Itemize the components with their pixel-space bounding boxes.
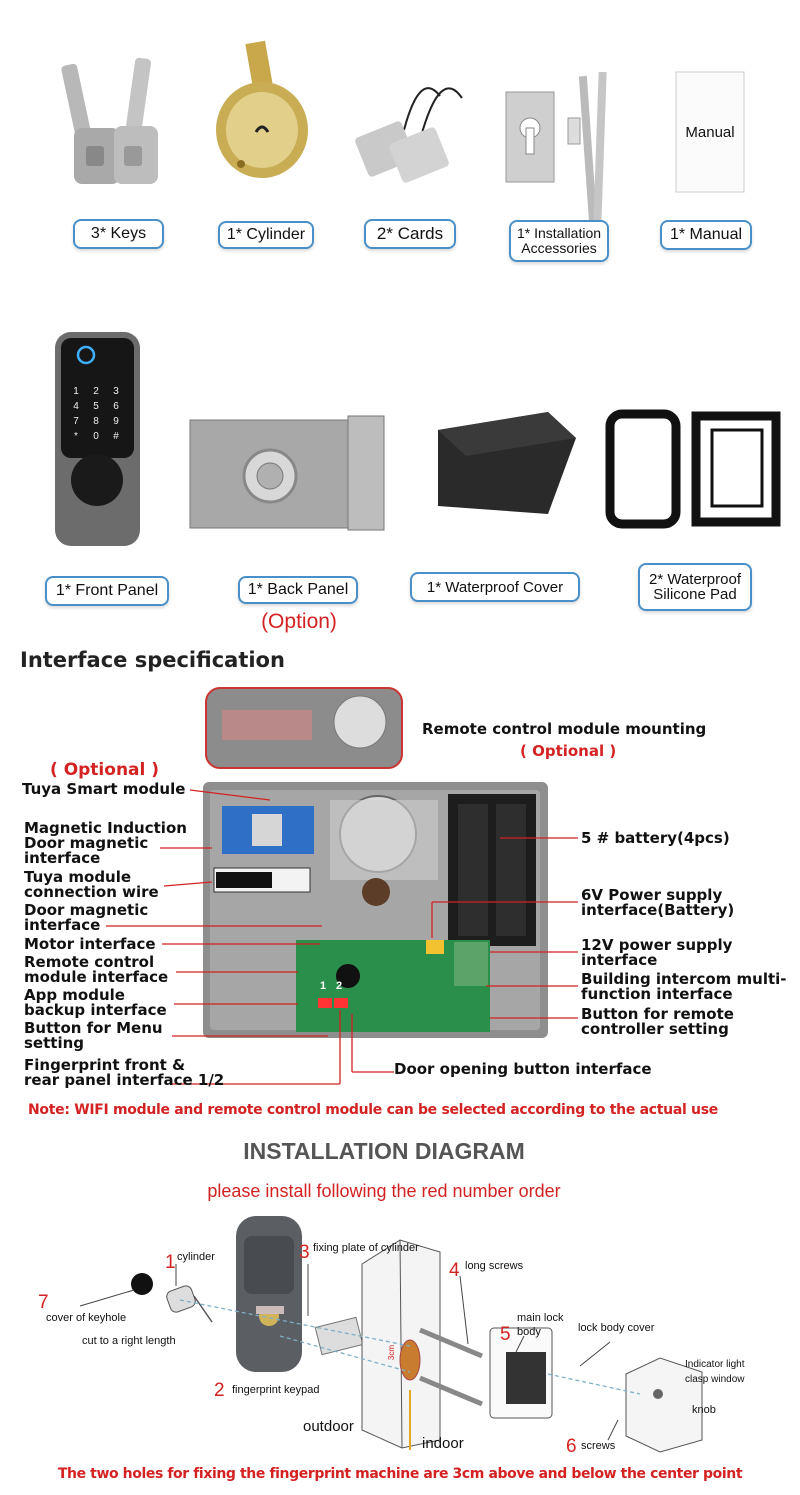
label-installation-accessories: 1* Installation Accessories (509, 220, 609, 262)
spec-tuya-module: Tuya Smart module (22, 780, 186, 798)
spec-motor-interface: Motor interface (24, 935, 156, 953)
keypad-key: 0 (93, 431, 99, 442)
back-panel-option: (Option) (261, 610, 337, 633)
spec-tuya-wire: Tuya module connection wire (24, 868, 159, 901)
installation-footer: The two holes for fixing the fingerprint machine are 3cm above and below the center point (57, 1466, 743, 1482)
spec-door-magnetic: Door magnetic interface (24, 901, 149, 934)
step-1-text: cylinder (177, 1251, 215, 1263)
dimension-text: 3cm (387, 1344, 397, 1361)
indicator-text: Indicator light clasp window (685, 1359, 745, 1385)
step-5-text: main lock body (517, 1312, 564, 1338)
lock-body-cover-text: lock body cover (578, 1322, 655, 1334)
board-num-2: 2 (336, 980, 343, 992)
spec-remote-button: Button for remote controller setting (581, 1005, 734, 1038)
manual-sheet-text: Manual (685, 124, 735, 141)
board-num-1: 1 (320, 980, 327, 992)
remote-optional: ( Optional ) (520, 742, 617, 760)
knob-text: knob (692, 1404, 716, 1416)
step-4-text: long screws (465, 1260, 524, 1272)
label-front-panel: 1* Front Panel (45, 576, 169, 606)
keypad-key: 5 (93, 401, 99, 412)
label-silicone-pad: 2* Waterproof Silicone Pad (638, 563, 752, 611)
keypad-key: 2 (93, 386, 99, 397)
label-waterproof-cover: 1* Waterproof Cover (410, 572, 580, 602)
installation-title: INSTALLATION DIAGRAM (243, 1138, 525, 1164)
step-6-number: 6 (566, 1436, 577, 1457)
step-4-number: 4 (449, 1260, 460, 1281)
spec-intercom: Building intercom multi- function interface (581, 970, 787, 1003)
keypad-key: * (74, 431, 78, 442)
interface-title: Interface specification (20, 648, 285, 672)
label-back-panel: 1* Back Panel (238, 576, 358, 604)
keypad-key: 3 (113, 386, 119, 397)
spec-menu-button: Button for Menu setting (24, 1019, 163, 1052)
step-3-number: 3 (299, 1242, 310, 1263)
step-2-number: 2 (214, 1380, 225, 1401)
interface-note: Note: WIFI module and remote control module can be selected according to the actual use (28, 1102, 718, 1118)
keypad-key: 6 (113, 401, 119, 412)
step-5-number: 5 (500, 1324, 511, 1345)
label-cards: 2* Cards (364, 219, 456, 249)
tuya-optional: ( Optional ) (50, 760, 160, 780)
spec-remote-interface: Remote control module interface (24, 953, 169, 986)
step-2-text: fingerprint keypad (232, 1384, 320, 1396)
indoor-text: indoor (422, 1435, 464, 1452)
spec-app-backup: App module backup interface (24, 986, 167, 1019)
spec-battery: 5 # battery(4pcs) (581, 829, 730, 847)
step-6-text: screws (581, 1440, 616, 1452)
label-cylinder: 1* Cylinder (218, 221, 314, 249)
keypad-key: 4 (73, 401, 79, 412)
outdoor-text: outdoor (303, 1418, 354, 1435)
spec-magnetic-induction: Magnetic Induction Door magnetic interface (24, 819, 187, 867)
label-keys: 3* Keys (73, 219, 164, 249)
installation-subtitle: please install following the red number order (207, 1181, 561, 1201)
keypad-key: 1 (73, 386, 79, 397)
label-manual: 1* Manual (660, 220, 752, 250)
keypad-key: # (113, 431, 119, 442)
spec-12v: 12V power supply interface (581, 936, 733, 969)
step-7-text: cover of keyhole (46, 1312, 127, 1324)
keypad-key: 7 (73, 416, 79, 427)
spec-door-open-button: Door opening button interface (394, 1060, 652, 1078)
step-7-number: 7 (38, 1292, 49, 1313)
cut-note: cut to a right length (82, 1335, 176, 1347)
step-1-number: 1 (165, 1252, 176, 1273)
spec-6v: 6V Power supply interface(Battery) (581, 886, 735, 919)
step-3-text: fixing plate of cylinder (313, 1242, 419, 1254)
spec-fingerprint-interface: Fingerprint front & rear panel interface 1/2 (24, 1056, 225, 1089)
keypad-key: 8 (93, 416, 99, 427)
remote-mount-label: Remote control module mounting (422, 720, 707, 738)
keypad-key: 9 (113, 416, 119, 427)
